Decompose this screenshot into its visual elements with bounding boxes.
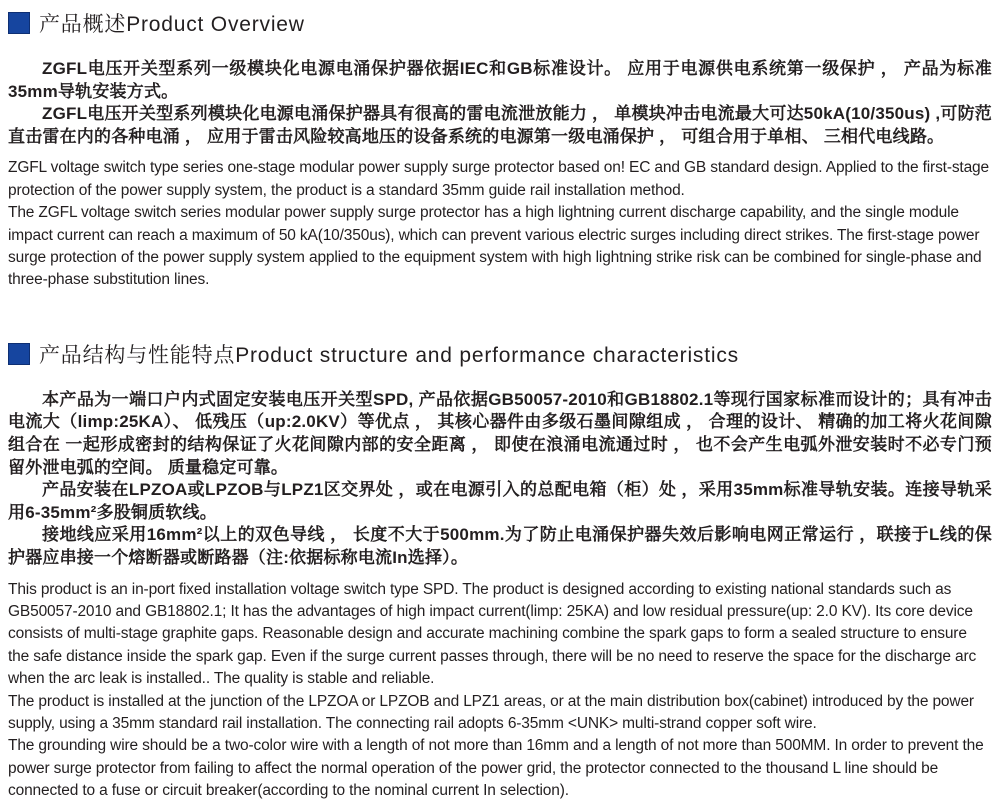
- paragraph-en: The grounding wire should be a two-color wire with a length of not more than 16mm and a length of not more than 500MM. In order to prevent the power surge protector from failing to affect the normal operation of the power grid, the protector connected to the thousand L line should be connected to a fuse or circuit breaker(according to the nominal current In selection).: [8, 737, 984, 800]
- section-heading: [8, 8, 992, 38]
- paragraph-cn: ZGFL电压开关型系列模块化电源电涌保护器具有很高的雷电流泄放能力 ， 单模块冲击电流最大可达50kA(10/350us) ,可防范直击雷在内的各种电涌 ， 应用于雷击风险较高地压的设备系统的电源第一级电涌保护 ， 可组合用于单相、 三相代电线路。: [8, 104, 992, 146]
- paragraph-cn: ZGFL电压开关型系列一级模块化电源电涌保护器依据IEC和GB标准设计。 应用于电源供电系统第一级保护 ， 产品为标准35mm导轨安装方式。: [8, 59, 992, 101]
- paragraph-cn: 接地线应采用16mm²以上的双色导线 ， 长度不大于500mm.为了防止电涌保护器失效后影响电网正常运行 ，联接于L线的保护器应串接一个熔断器或断路器（注:依据标称电流In选择）。: [8, 525, 992, 567]
- section-title: 产品概述Product Overview: [39, 13, 305, 36]
- blue-square-bullet-icon: [8, 343, 30, 365]
- section-product-overview: [8, 8, 992, 292]
- section-heading: [8, 339, 992, 369]
- paragraph-en: ZGFL voltage switch type series one-stage modular power supply surge protector based on! EC and GB standard design. Applied to the first-stage protection of the power supply system, the product is a standard 35mm guide rail installation method.: [8, 159, 990, 199]
- chinese-text-block: [8, 58, 992, 148]
- paragraph-en: The ZGFL voltage switch series modular power supply surge protector has a high lightning current discharge capability, and the single module impact current can reach a maximum of 50 kA(10/350us), which can prevent various electric surges including direct strikes. The first-stage power surge protection of the power supply system applied to the equipment system with high lightning strike risk can be combined for single-phase and three-phase substitution lines.: [8, 204, 982, 289]
- english-text-block: [8, 579, 992, 803]
- paragraph-en: The product is installed at the junction of the LPZOA or LPZOB and LPZ1 areas, or at the main distribution box(cabinet) introduced by the power supply, using a 35mm standard rail installation. The connecting rail adopts 6-35mm <UNK> multi-strand copper soft wire.: [8, 692, 974, 732]
- section-product-structure: [8, 339, 992, 803]
- blue-square-bullet-icon: [8, 12, 30, 34]
- chinese-text-block: [8, 389, 992, 570]
- paragraph-cn: 本产品为一端口户内式固定安装电压开关型SPD, 产品依据GB50057-2010和GB18802.1等现行国家标准而设计的；具有冲击电流大（limp:25KA）、 低残压（up:2.0KV）等优点 ， 其核心器件由多级石墨间隙组成 ， 合理的设计、 精确的加工将火花间隙组合在 一起形成密封的结构保证了火花间隙内部的安全距离 ， 即使在浪涌电流通过时 ， 也不会产生电弧外泄安装时不必专门预留外泄电弧的空间。 质量稳定可靠。: [8, 389, 992, 477]
- section-title: 产品结构与性能特点Product structure and performance characteristics: [39, 343, 739, 367]
- english-text-block: [8, 157, 992, 291]
- paragraph-en: This product is an in-port fixed installation voltage switch type SPD. The product is designed according to existing national standards such as GB50057-2010 and GB18802.1; It has the advantages of high impact current(limp: 25KA) and low residual pressure(up: 2.0 KV). Its core device consists of multi-stage graphite gaps. Reasonable design and accurate machining combine the spark gaps to form a sealed structure to ensure the safe distance inside the spark gap. Even if the surge current passes through, there will be no need to reserve the space for the discharge arc when the arc leak is installed.. The quality is stable and reliable.: [8, 580, 977, 688]
- paragraph-cn: 产品安装在LPZOA或LPZOB与LPZ1区交界处 ，或在电源引入的总配电箱（柜）处 ，采用35mm标准导轨安装。连接导轨采用6-35mm²多股铜质软线。: [8, 480, 992, 522]
